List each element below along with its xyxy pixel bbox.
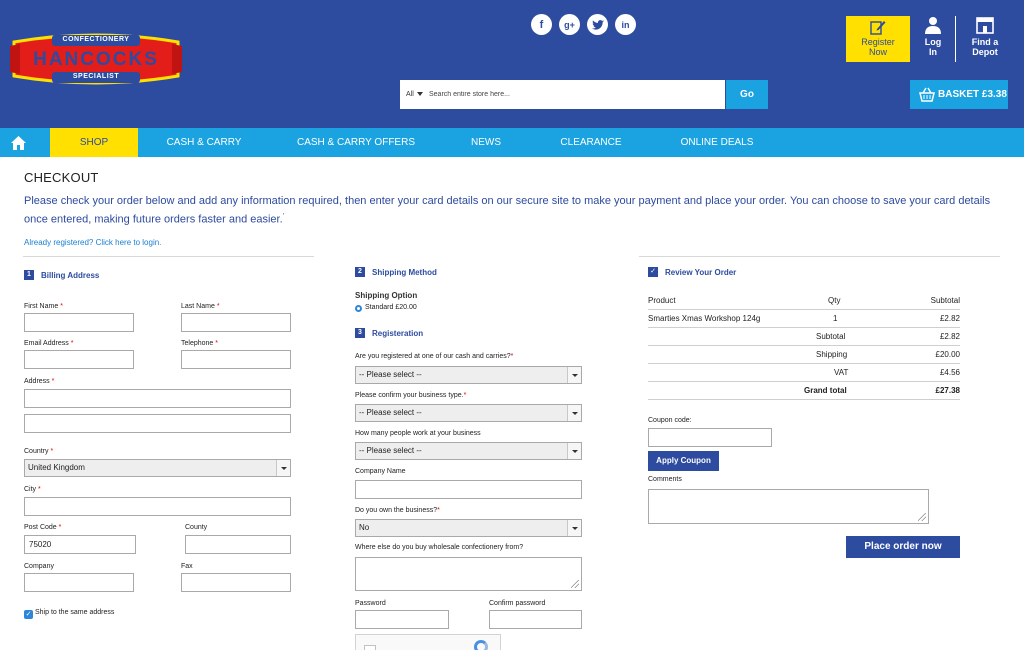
col-subtotal: Subtotal [930, 296, 960, 305]
telephone-field[interactable] [181, 350, 291, 369]
intro-mark: ' [282, 213, 284, 220]
col-product: Product [648, 296, 676, 305]
resize-grip-icon[interactable] [918, 513, 926, 521]
header-divider [955, 16, 956, 62]
search-input[interactable] [429, 80, 719, 109]
own-business-select[interactable] [355, 519, 582, 537]
hancocks-logo[interactable] [10, 30, 182, 88]
shipping-label: Shipping [816, 350, 848, 359]
chevron-down-icon [567, 520, 581, 536]
google-plus-icon[interactable]: g+ [559, 14, 580, 35]
register-icon [870, 19, 886, 35]
country-label: Country * [24, 448, 54, 455]
cash-carry-question: Are you registered at one of our cash and carries?* [355, 353, 514, 360]
basket-icon [919, 87, 935, 102]
login-line2: In [929, 47, 937, 57]
store-icon [976, 16, 994, 34]
chevron-down-icon [417, 92, 423, 96]
chevron-down-icon [567, 443, 581, 459]
first-name-field[interactable] [24, 313, 134, 332]
chevron-down-icon [567, 405, 581, 421]
item-qty: 1 [833, 314, 838, 323]
address-line2-field[interactable] [24, 414, 291, 433]
password-field[interactable] [355, 610, 449, 629]
business-type-select[interactable] [355, 404, 582, 422]
recaptcha-icon [474, 640, 488, 650]
twitter-icon[interactable] [587, 14, 608, 35]
confirm-password-label: Confirm password [489, 600, 546, 607]
fax-field[interactable] [181, 573, 291, 592]
post-code-field[interactable] [24, 535, 136, 554]
nav-cash-carry-offers[interactable]: CASH & CARRY OFFERS [297, 137, 415, 148]
company-name-field[interactable] [355, 480, 582, 499]
where-else-textarea[interactable] [355, 557, 582, 591]
user-icon [924, 16, 942, 34]
review-check-icon: ✓ [648, 267, 658, 277]
password-label: Password [355, 600, 386, 607]
shipping-heading [355, 267, 437, 277]
registration-title: Registeration [372, 328, 424, 338]
cash-carry-select-value: -- Please select -- [359, 370, 422, 379]
company-label: Company [24, 563, 54, 570]
col-qty: Qty [828, 296, 841, 305]
ship-same-label: Ship to the same address [35, 609, 115, 616]
apply-coupon-button[interactable]: Apply Coupon [648, 451, 719, 471]
nav-clearance[interactable]: CLEARANCE [560, 137, 622, 148]
find-depot-link[interactable] [962, 16, 1008, 57]
vat-row [648, 364, 960, 382]
register-line1: Register [861, 37, 895, 47]
grand-total-label: Grand total [804, 386, 847, 395]
employees-question: How many people work at your business [355, 430, 481, 437]
main-nav [0, 128, 1024, 157]
where-else-question: Where else do you buy wholesale confectionery from? [355, 544, 524, 551]
logo-text-top: CONFECTIONERY [62, 36, 130, 43]
register-line2: Now [868, 47, 887, 57]
shipping-standard-radio[interactable] [355, 305, 362, 312]
basket-button[interactable] [910, 80, 1008, 109]
comments-textarea[interactable] [648, 489, 929, 524]
nav-online-deals[interactable]: ONLINE DEALS [680, 137, 754, 148]
employees-select[interactable] [355, 442, 582, 460]
company-name-label: Company Name [355, 468, 406, 475]
grand-total-value: £27.38 [935, 386, 960, 395]
shipping-row [648, 346, 960, 364]
confirm-password-field[interactable] [489, 610, 582, 629]
search-category-label: All [406, 91, 414, 98]
depot-line1: Find a [971, 37, 999, 47]
basket-label: BASKET £3.38 [938, 89, 1007, 100]
register-now-button[interactable] [846, 16, 910, 62]
cash-carry-select[interactable] [355, 366, 582, 384]
last-name-field[interactable] [181, 313, 291, 332]
recaptcha-widget[interactable] [355, 634, 501, 650]
divider-col1 [23, 256, 314, 257]
checkout-intro [24, 193, 1009, 228]
recaptcha-checkbox[interactable] [364, 645, 376, 650]
vat-value: £4.56 [939, 368, 960, 377]
search-go-button[interactable]: Go [726, 80, 768, 109]
shipping-title: Shipping Method [372, 267, 437, 277]
login-prompt-link[interactable]: Already registered? Click here to login. [24, 238, 162, 247]
comments-label: Comments [648, 476, 682, 483]
first-name-label: First Name * [24, 303, 63, 310]
nav-news[interactable]: NEWS [471, 137, 501, 148]
billing-step-badge: 1 [24, 270, 34, 280]
social-links [531, 14, 636, 36]
linkedin-icon[interactable]: in [615, 14, 636, 35]
country-select-value: United Kingdom [28, 463, 85, 472]
coupon-field[interactable] [648, 428, 772, 447]
nav-cash-carry[interactable]: CASH & CARRY [166, 137, 242, 148]
place-order-button[interactable]: Place order now [846, 536, 960, 558]
employees-select-value: -- Please select -- [359, 446, 422, 455]
own-business-select-value: No [359, 523, 370, 532]
billing-title: Billing Address [41, 270, 100, 280]
shipping-standard-label: Standard £20.00 [365, 304, 417, 311]
login-link[interactable] [918, 16, 948, 57]
chevron-down-icon [276, 460, 290, 476]
business-type-select-value: -- Please select -- [359, 408, 422, 417]
billing-heading [24, 270, 99, 280]
subtotal-row [648, 328, 960, 346]
fax-label: Fax [181, 563, 193, 570]
city-field[interactable] [24, 497, 291, 516]
shipping-value: £20.00 [935, 350, 960, 359]
nav-shop[interactable]: SHOP [50, 128, 138, 157]
subtotal-label: Subtotal [816, 332, 846, 341]
resize-grip-icon[interactable] [571, 580, 579, 588]
own-business-question: Do you own the business?* [355, 507, 440, 514]
page-title: CHECKOUT [24, 170, 99, 185]
city-label: City * [24, 486, 41, 493]
email-label: Email Address * [24, 340, 74, 347]
business-type-question: Please confirm your business type.* [355, 392, 467, 399]
shipping-option-label: Shipping Option [355, 291, 418, 300]
home-icon[interactable] [0, 128, 36, 157]
address-line1-field[interactable] [24, 389, 291, 408]
email-field[interactable] [24, 350, 134, 369]
item-product: Smarties Xmas Workshop 124g [648, 314, 761, 323]
ship-same-checkbox[interactable]: ✓ [25, 611, 32, 618]
vat-label: VAT [834, 368, 849, 377]
review-header-row [648, 292, 960, 310]
divider-col3 [639, 256, 1000, 257]
last-name-label: Last Name * [181, 303, 220, 310]
coupon-label: Coupon code: [648, 417, 692, 424]
shipping-step-badge: 2 [355, 267, 365, 277]
facebook-icon[interactable]: f [531, 14, 552, 35]
post-code-label: Post Code * [24, 524, 62, 531]
search-box [400, 80, 725, 109]
logo-text-bottom: SPECIALIST [72, 73, 120, 80]
subtotal-value: £2.82 [939, 332, 960, 341]
company-field[interactable] [24, 573, 134, 592]
county-field[interactable] [185, 535, 291, 554]
site-header [0, 0, 1024, 128]
search-category-select[interactable] [406, 80, 423, 109]
item-subtotal: £2.82 [939, 314, 960, 323]
chevron-down-icon [567, 367, 581, 383]
address-label: Address * [24, 378, 55, 385]
login-line1: Log [924, 37, 942, 47]
telephone-label: Telephone * [181, 340, 218, 347]
grand-total-row [648, 382, 960, 400]
registration-heading [355, 328, 423, 338]
review-heading: Review Your Order [665, 268, 737, 277]
country-select[interactable] [24, 459, 291, 477]
review-item-row [648, 310, 960, 328]
county-label: County [185, 524, 208, 531]
depot-line2: Depot [972, 47, 998, 57]
registration-step-badge: 3 [355, 328, 365, 338]
checkout-intro-text: Please check your order below and add any information required, then enter your card details on our secure site to make your payment and place your order. You can choose to save your card details once entered, making future orders faster and easier. [24, 195, 991, 226]
logo-text-main: HANCOCKS [33, 49, 159, 70]
